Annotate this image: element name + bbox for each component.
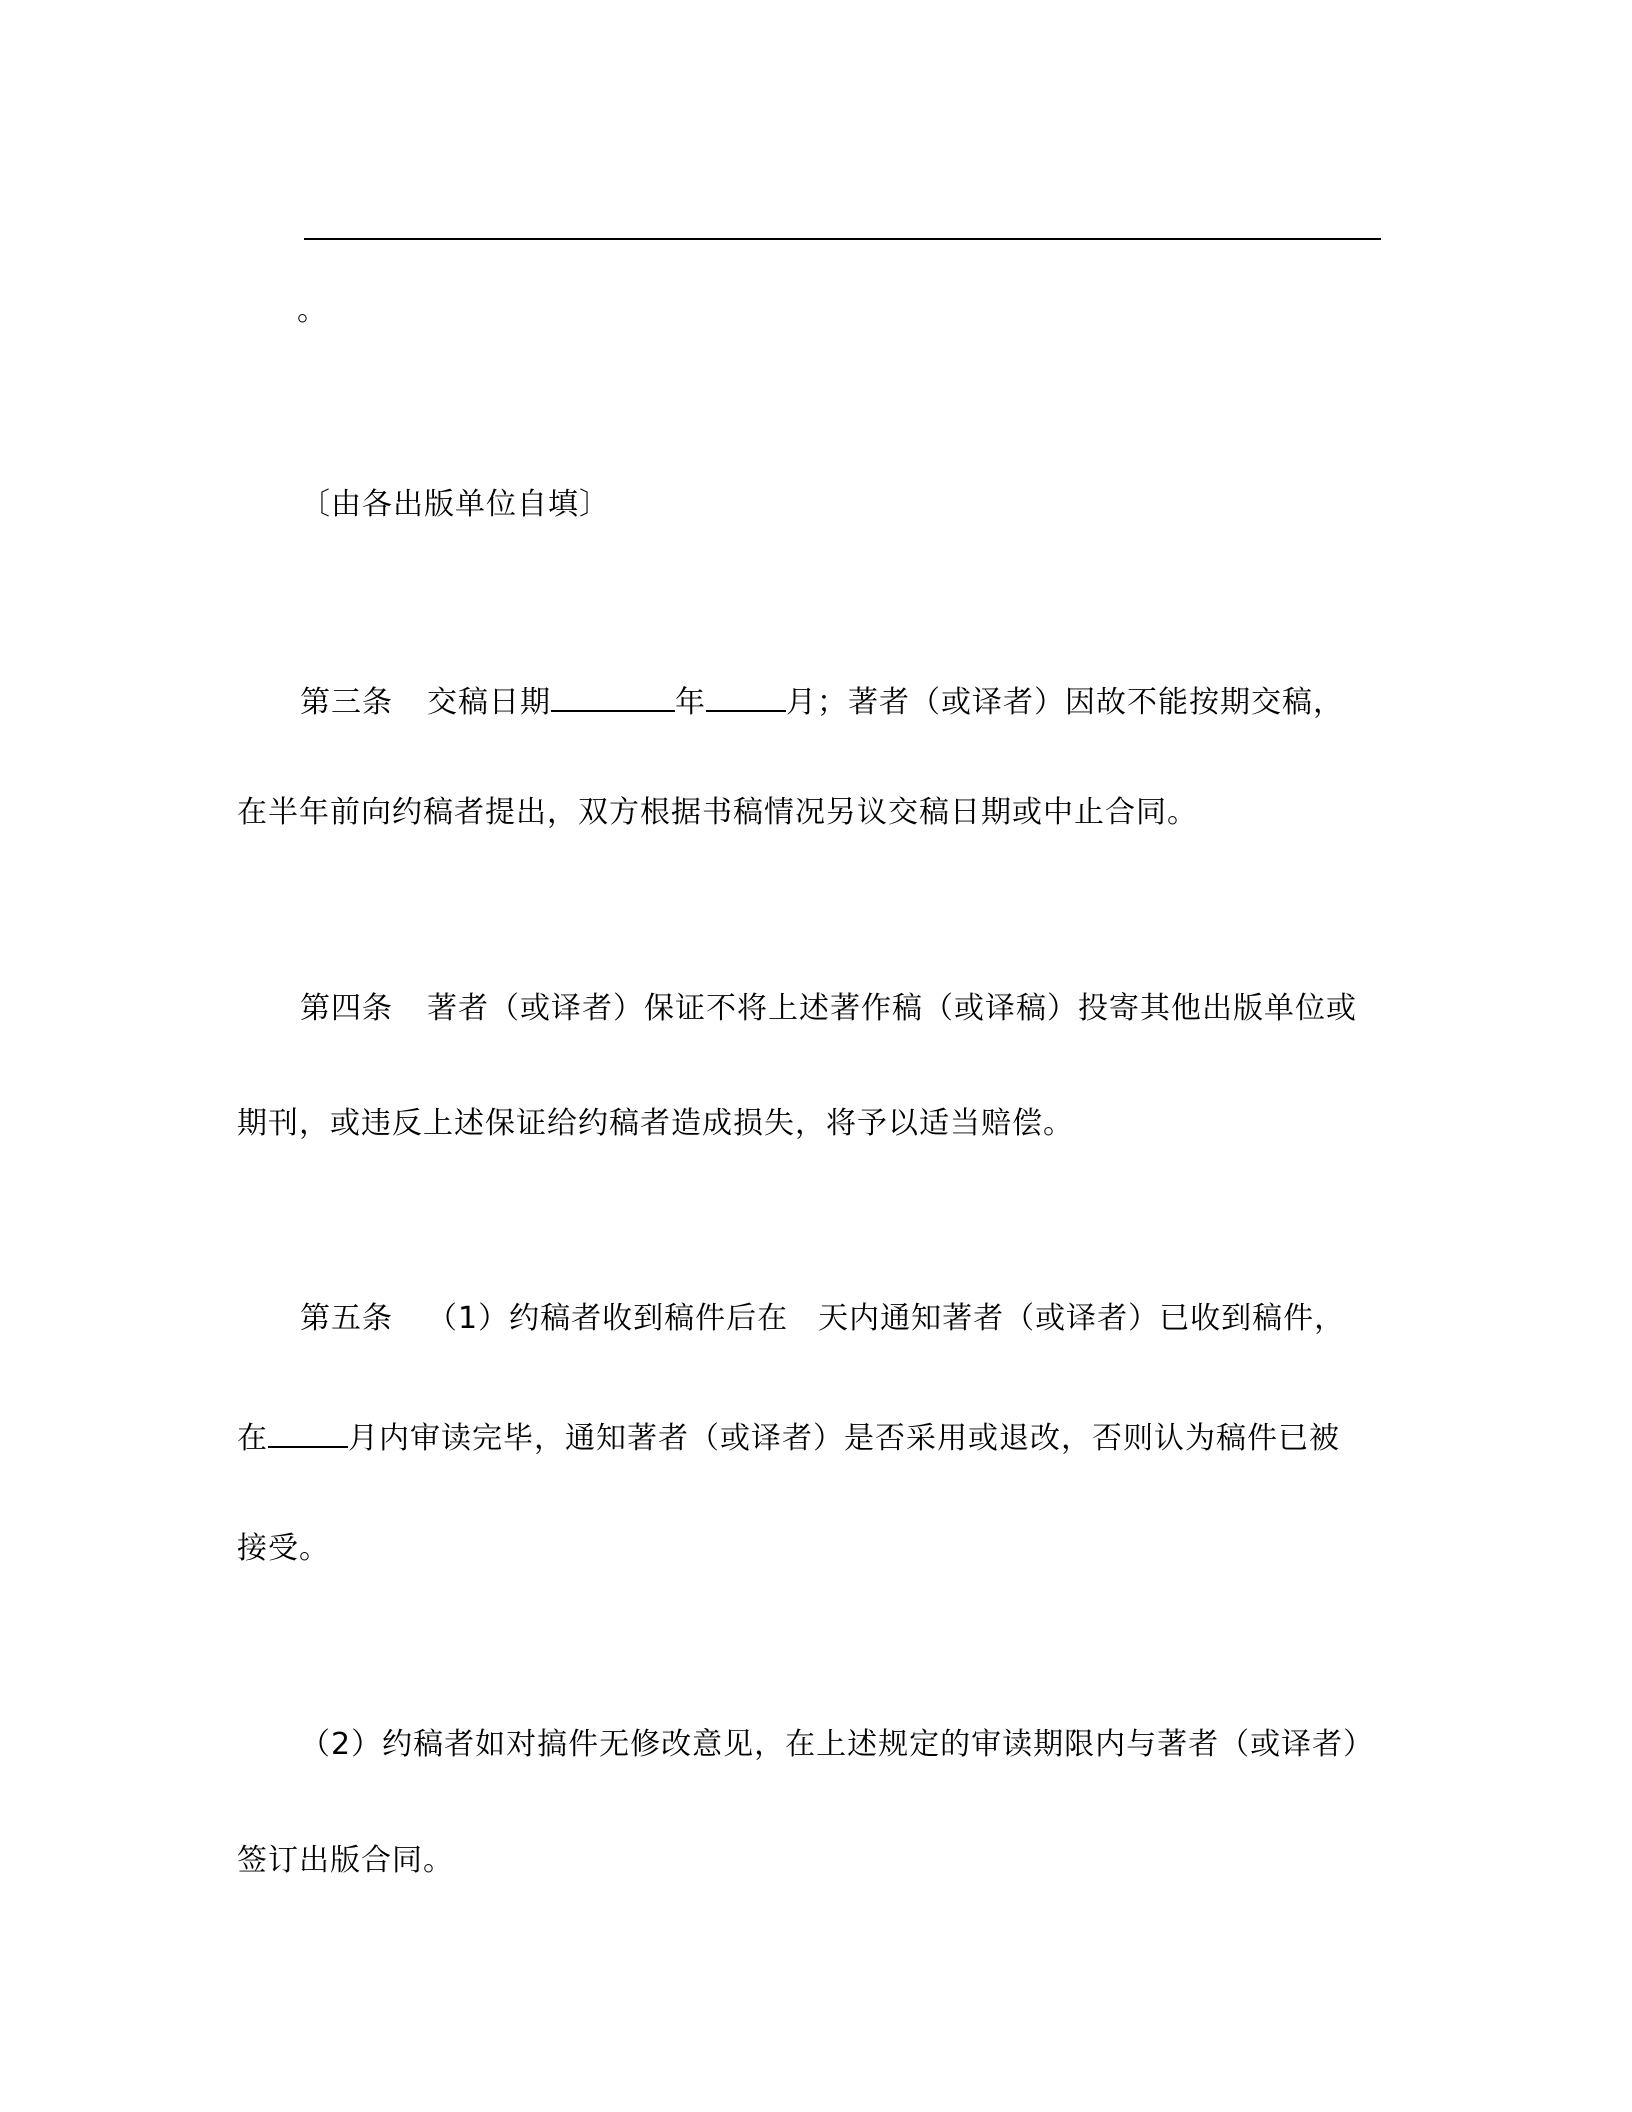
article5-text-c: 在: [237, 1421, 268, 1456]
article5-heading: 第五条: [300, 1301, 393, 1336]
article5-line3: 接受。: [237, 1531, 330, 1566]
months-blank: [268, 1414, 348, 1448]
article4-text-1: 著者（或译者）保证不将上述著作稿（或译稿）投寄其他出版单位或: [427, 991, 1357, 1026]
article5-text-b: 天内通知著者（或译者）已收到稿件，: [818, 1301, 1346, 1336]
article3-line1: [300, 678, 1344, 720]
article5-text-d: 月内审读完毕，通知著者（或译者）是否采用或退改，否则认为稿件已被: [348, 1421, 1340, 1456]
article3-line2: 在半年前向约稿者提出，双方根据书稿情况另议交稿日期或中止合同。: [237, 795, 1198, 830]
article5-para2-line1: （2）约稿者如对搞件无修改意见，在上述规定的审读期限内与著者（或译者）: [300, 1727, 1375, 1762]
article3-text-c: 月；著者（或译者）因故不能按期交稿，: [786, 685, 1344, 720]
article5-para2-line2: 签订出版合同。: [237, 1843, 454, 1878]
article3-text-a: 交稿日期: [427, 685, 551, 720]
article5-line1: [300, 1298, 1345, 1340]
fragment-line: 。: [297, 293, 328, 328]
year-blank: [551, 678, 675, 712]
article4-line1: [300, 988, 1357, 1030]
article5-line2: [237, 1414, 1340, 1456]
note-line: 〔由各出版单位自填〕: [300, 487, 610, 522]
fill-in-underline: [304, 238, 1381, 240]
article4-heading: 第四条: [300, 991, 393, 1026]
article3-heading: 第三条: [300, 685, 393, 720]
article3-text-b: 年: [675, 685, 706, 720]
article5-text-a: （1）约稿者收到稿件后在: [427, 1301, 789, 1336]
month-blank: [706, 678, 786, 712]
article4-line2: 期刊，或违反上述保证给约稿者造成损失，将予以适当赔偿。: [237, 1106, 1074, 1141]
